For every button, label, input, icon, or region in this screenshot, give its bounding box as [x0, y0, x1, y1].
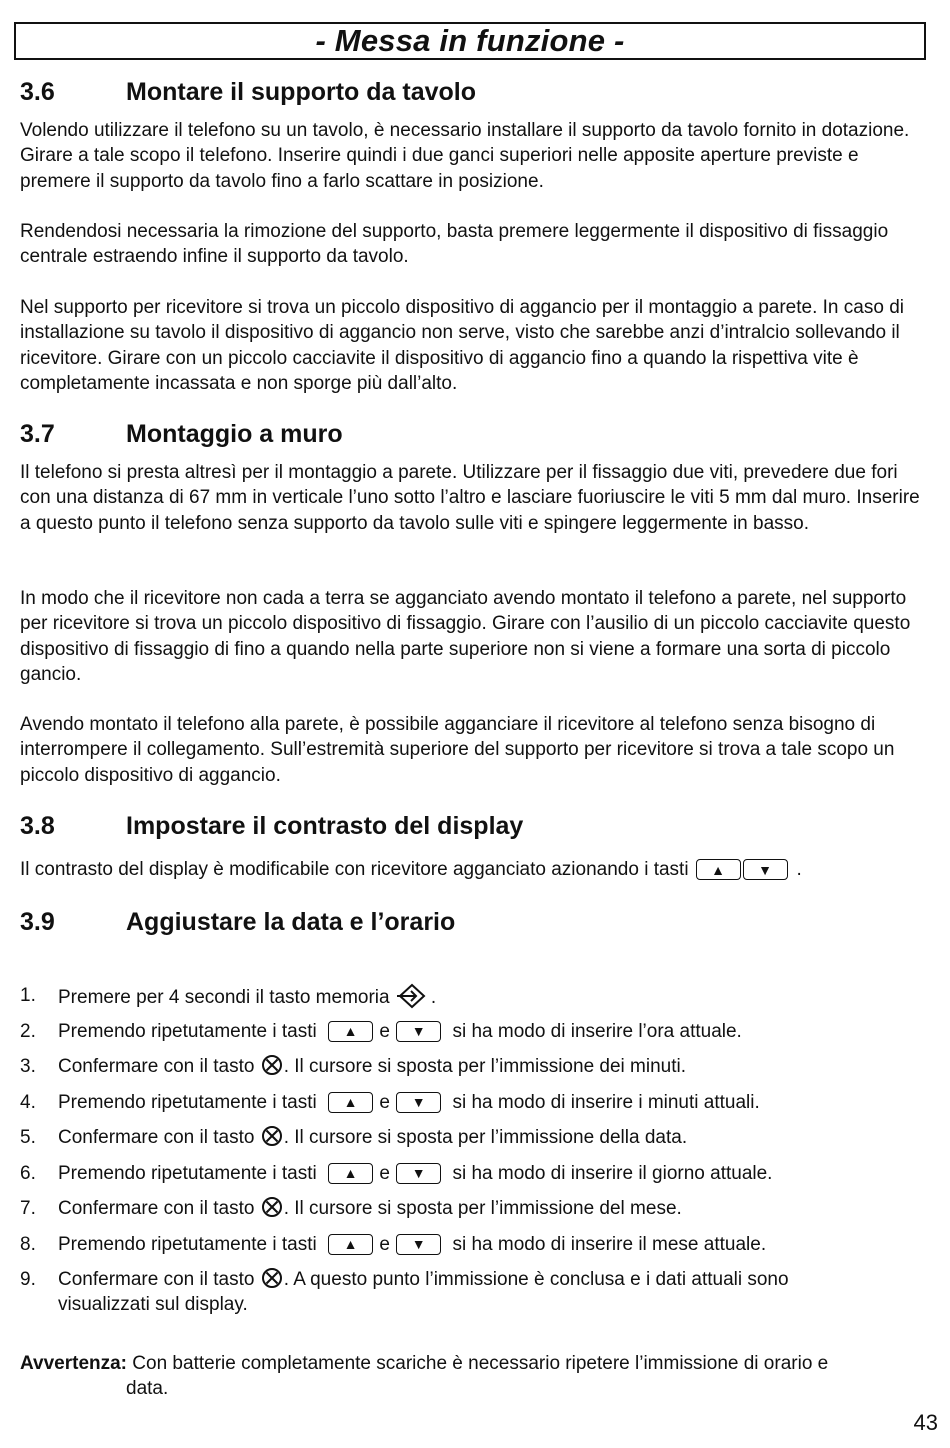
contrast-text-end: . [796, 859, 802, 880]
up-key-icon: ▲ [328, 1092, 373, 1113]
step-text: Confermare con il tasto [58, 1056, 255, 1077]
list-item [20, 1090, 932, 1126]
memory-key-icon [396, 983, 430, 1009]
list-item [20, 1161, 932, 1197]
steps-list [20, 983, 932, 1318]
and-text: e [379, 1091, 390, 1113]
ok-key-icon [261, 1054, 283, 1076]
contrast-text: Il contrasto del display è modificabile con ricevitore agganciato azionando i tasti [20, 859, 689, 880]
step-number: 5. [20, 1127, 36, 1148]
down-key-icon: ▼ [396, 1021, 441, 1042]
paragraph: Rendendosi necessaria la rimozione del supporto, basta premere leggermente il dispositivo di fissaggio centrale estraendo infine il supporto da tavolo. [20, 221, 889, 268]
ok-key-icon [261, 1267, 283, 1289]
step-text: Premendo ripetutamente i tasti [58, 1091, 317, 1113]
section-heading-3-8 [20, 812, 523, 841]
step-number: 4. [20, 1091, 36, 1113]
list-item [20, 1054, 932, 1090]
list-item [20, 1019, 932, 1055]
paragraph-contrast [20, 857, 932, 882]
step-text: Premendo ripetutamente i tasti [58, 1233, 317, 1255]
and-text: e [379, 1020, 390, 1042]
list-item [20, 1232, 932, 1268]
step-text-end: . Il cursore si sposta per l’immissione della data. [283, 1127, 688, 1148]
list-item [20, 1196, 932, 1232]
down-key-icon: ▼ [396, 1092, 441, 1113]
step-text-end: . A questo punto l’immissione è conclusa e i dati attuali sono [283, 1269, 789, 1290]
section-heading-3-7 [20, 420, 343, 449]
step-text-end: si ha modo di inserire il mese attuale. [452, 1233, 767, 1255]
up-key-icon: ▲ [328, 1163, 373, 1184]
down-key-icon: ▼ [743, 859, 788, 880]
section-heading-3-6 [20, 78, 476, 107]
step-number: 6. [20, 1162, 36, 1184]
warning-label: Avvertenza: [20, 1353, 128, 1374]
section-title: Aggiustare la data e l’orario [126, 908, 456, 936]
list-item [20, 1267, 932, 1318]
step-text-end: si ha modo di inserire l’ora attuale. [452, 1020, 742, 1042]
section-heading-3-9 [20, 908, 455, 937]
step-text: Premendo ripetutamente i tasti [58, 1020, 317, 1042]
paragraph: In modo che il ricevitore non cada a terra se agganciato avendo montato il telefono a parete, nel supporto per ricevitore si trova un piccolo dispositivo di fissaggio. Girare con l’ausilio di un piccolo cacciavite questo dispositivo di fissaggio di fino a quando nella parte superiore non si viene a formare una sorta di piccolo gancio. [20, 588, 911, 685]
step-text-continued: visualizzati sul display. [58, 1294, 248, 1316]
step-text-end: si ha modo di inserire i minuti attuali. [452, 1091, 760, 1113]
chapter-header [14, 22, 926, 60]
step-text: Premere per 4 secondi il tasto memoria [58, 987, 390, 1008]
down-key-icon: ▼ [396, 1163, 441, 1184]
step-number: 2. [20, 1020, 36, 1042]
and-text: e [379, 1162, 390, 1184]
section-title: Montare il supporto da tavolo [126, 78, 477, 106]
section-title: Montaggio a muro [126, 420, 343, 448]
section-number: 3.9 [20, 908, 55, 936]
up-key-icon: ▲ [696, 859, 741, 880]
warning-text-continued: data. [126, 1378, 169, 1400]
page-number: 43 [913, 1410, 938, 1435]
paragraph: Il telefono si presta altresì per il montaggio a parete. Utilizzare per il fissaggio due viti, prevedere due fori con una distanza di 67 mm in verticale l’uno sotto l’altro e lasciare fuoriuscire le viti 5 mm dal muro. Inserire a questo punto il telefono senza supporto da tavolo sulle viti e spingere leggermente in basso. [20, 462, 920, 534]
step-text: Premendo ripetutamente i tasti [58, 1162, 317, 1184]
section-title: Impostare il contrasto del display [126, 812, 524, 840]
paragraph: Nel supporto per ricevitore si trova un piccolo dispositivo di aggancio per il montaggio a parete. In caso di installazione su tavolo il dispositivo di aggancio non serve, visto che sarebbe anzi d’intralcio sollevando il ricevitore. Girare con un piccolo cacciavite il dispositivo di aggancio fino a quando la rispettiva vite è completamente incassata e non sporge più dall’alto. [20, 297, 904, 394]
step-number: 7. [20, 1198, 36, 1219]
and-text: e [379, 1233, 390, 1255]
list-item [20, 983, 932, 1019]
up-key-icon: ▲ [328, 1021, 373, 1042]
down-key-icon: ▼ [396, 1234, 441, 1255]
step-number: 3. [20, 1056, 36, 1077]
ok-key-icon [261, 1125, 283, 1147]
step-text-end: . Il cursore si sposta per l’immissione del mese. [283, 1198, 682, 1219]
step-text-end: . Il cursore si sposta per l’immissione dei minuti. [283, 1056, 687, 1077]
step-text: Confermare con il tasto [58, 1198, 255, 1219]
contrast-keys [695, 859, 789, 880]
section-number: 3.6 [20, 78, 55, 106]
step-text-end: . [430, 987, 437, 1008]
step-number: 8. [20, 1233, 36, 1255]
up-key-icon: ▲ [328, 1234, 373, 1255]
step-number: 1. [20, 985, 36, 1006]
chapter-title: - Messa in funzione - [315, 23, 625, 58]
paragraph: Avendo montato il telefono alla parete, è possibile agganciare il ricevitore al telefono senza bisogno di interrompere il collegamento. Sull’estremità superiore del supporto per ricevitore si trova a tale scopo un piccolo dispositivo di aggancio. [20, 714, 895, 786]
list-item [20, 1125, 932, 1161]
step-number: 9. [20, 1269, 36, 1290]
step-text: Confermare con il tasto [58, 1269, 255, 1290]
paragraph: Volendo utilizzare il telefono su un tavolo, è necessario installare il supporto da tavolo fornito in dotazione. Girare a tale scopo il telefono. Inserire quindi i due ganci superiori nelle apposite aperture previste e premere il supporto da tavolo fino a farlo scattare in posizione. [20, 120, 910, 192]
warning-note [20, 1351, 932, 1402]
warning-text: Con batterie completamente scariche è necessario ripetere l’immissione di orario e [132, 1353, 829, 1374]
section-number: 3.8 [20, 812, 55, 840]
section-number: 3.7 [20, 420, 55, 448]
step-text: Confermare con il tasto [58, 1127, 255, 1148]
ok-key-icon [261, 1196, 283, 1218]
step-text-end: si ha modo di inserire il giorno attuale. [452, 1162, 773, 1184]
